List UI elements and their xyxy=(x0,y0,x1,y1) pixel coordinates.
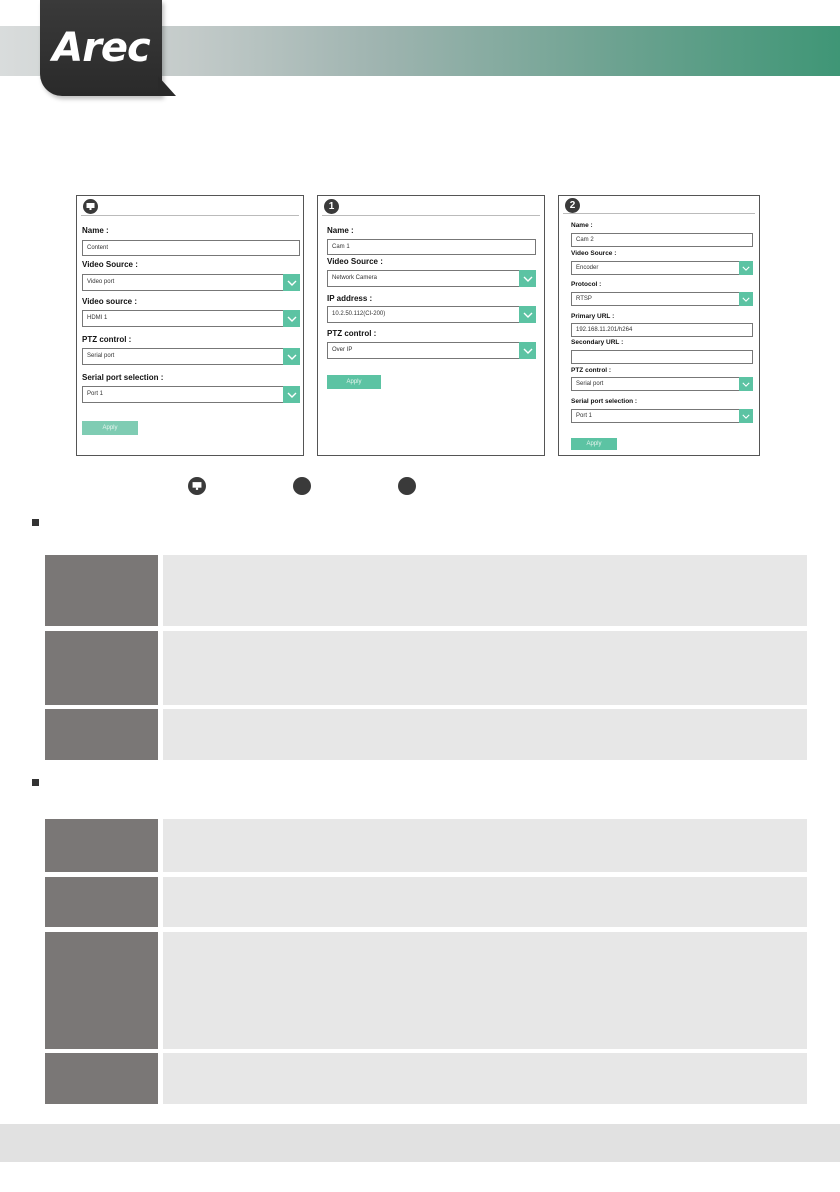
table-row-label xyxy=(45,877,158,927)
ip-value: 10.2.50.112(CI-200) xyxy=(332,311,386,317)
table-row-label xyxy=(45,1053,158,1104)
table-row-body xyxy=(163,631,807,705)
table-row-body xyxy=(163,877,807,927)
name-label: Name : xyxy=(571,222,593,229)
secondary-url-label: Secondary URL : xyxy=(571,339,624,346)
monitor-icon xyxy=(83,199,98,214)
serial-label: Serial port selection : xyxy=(82,373,164,382)
panel-header xyxy=(322,196,540,216)
serial-value: Port 1 xyxy=(87,391,104,397)
apply-button[interactable]: Apply xyxy=(571,438,617,450)
chevron-down-icon[interactable] xyxy=(739,261,753,275)
video-source-select[interactable] xyxy=(571,261,753,275)
monitor-icon xyxy=(188,477,206,495)
ptz-label: PTZ control : xyxy=(571,367,612,374)
cam2-settings-panel xyxy=(558,195,760,456)
name-input[interactable]: Cam 1 xyxy=(327,239,536,255)
logo-fold xyxy=(158,76,176,96)
ip-select[interactable] xyxy=(327,306,536,323)
video-source-value: Network Camera xyxy=(332,275,378,281)
table-row-label xyxy=(45,932,158,1049)
camera-2-badge-icon xyxy=(398,477,416,495)
brand-logo xyxy=(40,0,162,96)
footer-band xyxy=(0,1124,840,1162)
name-input[interactable]: Content xyxy=(82,240,300,256)
name-label: Name : xyxy=(82,226,109,235)
table-row-body xyxy=(163,1053,807,1104)
protocol-value: RTSP xyxy=(576,296,592,302)
primary-url-label: Primary URL : xyxy=(571,313,615,320)
video-port-value: HDMI 1 xyxy=(87,315,108,321)
ptz-label: PTZ control : xyxy=(327,329,377,338)
chevron-down-icon[interactable] xyxy=(739,409,753,423)
apply-button[interactable]: Apply xyxy=(82,421,138,435)
apply-button[interactable]: Apply xyxy=(327,375,381,389)
camera-1-badge-icon xyxy=(293,477,311,495)
video-port-select[interactable] xyxy=(82,310,300,327)
section-bullet xyxy=(32,519,39,526)
chevron-down-icon[interactable] xyxy=(283,274,300,291)
video-source-value: Video port xyxy=(87,279,115,285)
table-row-label xyxy=(45,631,158,705)
table-row-body xyxy=(163,709,807,760)
video-source-select[interactable] xyxy=(327,270,536,287)
ptz-label: PTZ control : xyxy=(82,335,132,344)
table-row-label xyxy=(45,555,158,626)
section-bullet xyxy=(32,779,39,786)
ptz-select[interactable] xyxy=(82,348,300,365)
ptz-value: Serial port xyxy=(87,353,115,359)
name-input[interactable]: Cam 2 xyxy=(571,233,753,247)
primary-url-input[interactable]: 192.168.11.201/h264 xyxy=(571,323,753,337)
serial-select[interactable] xyxy=(571,409,753,423)
logo-text: Arec xyxy=(52,25,150,71)
protocol-label: Protocol : xyxy=(571,281,602,288)
table-row-label xyxy=(45,709,158,760)
ip-label: IP address : xyxy=(327,294,373,303)
serial-value: Port 1 xyxy=(576,413,593,419)
ptz-select[interactable] xyxy=(571,377,753,391)
ptz-select[interactable] xyxy=(327,342,536,359)
number-badge: 2 xyxy=(565,198,580,213)
table-row-body xyxy=(163,819,807,872)
content-settings-panel xyxy=(76,195,304,456)
chevron-down-icon[interactable] xyxy=(739,292,753,306)
serial-label: Serial port selection : xyxy=(571,398,638,405)
panel-header xyxy=(563,196,755,214)
table-row-body xyxy=(163,555,807,626)
video-source-label: Video Source : xyxy=(327,257,383,266)
video-source-select[interactable] xyxy=(82,274,300,291)
video-source-value: Encoder xyxy=(576,265,599,271)
serial-select[interactable] xyxy=(82,386,300,403)
ptz-value: Serial port xyxy=(576,381,604,387)
chevron-down-icon[interactable] xyxy=(283,348,300,365)
panel-header xyxy=(81,196,299,216)
number-badge: 1 xyxy=(324,199,339,214)
table-row-label xyxy=(45,819,158,872)
video-source-label: Video Source : xyxy=(571,250,617,257)
chevron-down-icon[interactable] xyxy=(739,377,753,391)
video-source-label: Video Source : xyxy=(82,260,138,269)
chevron-down-icon[interactable] xyxy=(519,306,536,323)
chevron-down-icon[interactable] xyxy=(283,310,300,327)
name-label: Name : xyxy=(327,226,354,235)
chevron-down-icon[interactable] xyxy=(519,342,536,359)
table-row-body xyxy=(163,932,807,1049)
cam1-settings-panel xyxy=(317,195,545,456)
secondary-url-input[interactable] xyxy=(571,350,753,364)
video-source2-label: Video source : xyxy=(82,297,137,306)
chevron-down-icon[interactable] xyxy=(519,270,536,287)
protocol-select[interactable] xyxy=(571,292,753,306)
ptz-value: Over IP xyxy=(332,347,353,353)
chevron-down-icon[interactable] xyxy=(283,386,300,403)
